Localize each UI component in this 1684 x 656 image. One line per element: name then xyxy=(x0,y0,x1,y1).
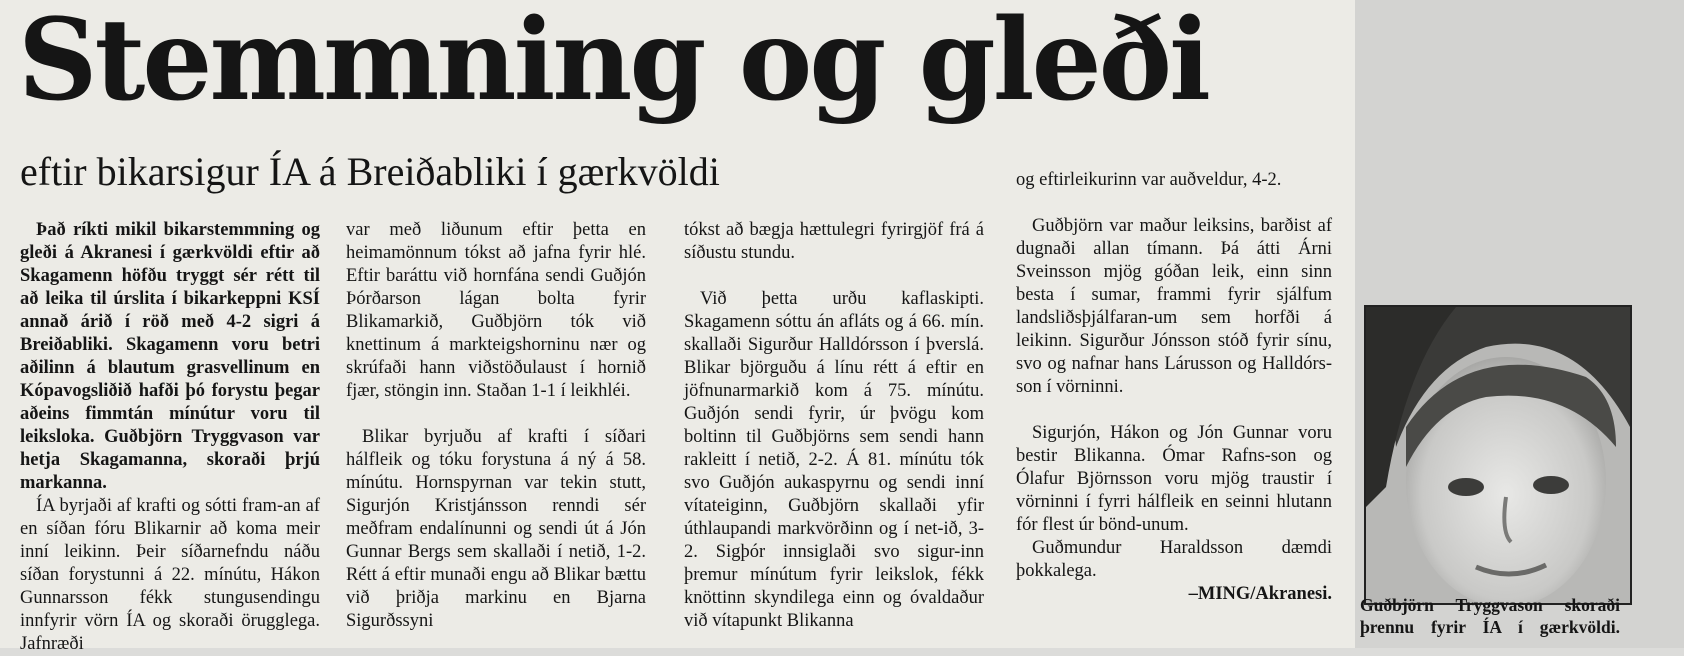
body-paragraph: tókst að bægja hættulegri fyrirgjöf frá á síðustu stundu. xyxy=(684,220,984,263)
lead-paragraph: Það ríkti mikil bikarstemmning og gleði á Akranesi í gærkvöldi eftir að Skagamenn höfðu tryggt sér rétt til að leika til úrslita í bikarkeppni KSÍ annað árið í röð með 4-2 sigri á Breiðabliki. Skagamenn voru betri aðilinn á blautum grasvellinum en Kópavogsliðið hafði þó forystu þegar aðeins fimmtán mínútur voru til leiksloka. Guðbjörn Tryggvason var hetja Skagamanna, skoraði þrjú markanna. xyxy=(20,220,320,493)
headline: Stemmning og gleði xyxy=(18,0,1208,126)
byline-signature: –MING/Akranesi. xyxy=(1188,584,1332,604)
body-paragraph: ÍA byrjaði af krafti og sótti fram-an af en síðan fóru Blikarnir að koma meir inní leikinn. Þeir síðarnefndu náðu síðan forystunni á 22. mínútu, Hákon Gunnarsson fékk stungusendingu innfyrir vörn ÍA og skoraði örugglega. Jafnræði xyxy=(20,496,320,654)
article-column-4 xyxy=(1016,169,1332,606)
player-portrait-image xyxy=(1366,307,1630,603)
article-column-1 xyxy=(20,219,320,656)
body-paragraph: Guðbjörn var maður leiksins, barðist af dugnaði allan tímann. Þá átti Árni Sveinsson mjög góðan leik, einn sinn besta í sumar, frammi fyrir sjálfum landsliðsþjálfaran-um sem horfði á leikinn. Sigurður Jónsson stóð fyrir sínu, svo og nafnar hans Lárusson og Halldórs-son í vörninni. xyxy=(1016,216,1332,397)
body-paragraph: Blikar byrjuðu af krafti í síðari hálfleik og tóku forystuna á ný á 58. mínútu. Hornspyrnan var tekin stutt, Sigurjón Kristjánsson renndi sér meðfram endalínunni og sendi út á Jón Gunnar Bergs sem skallaði í netið, 1-2. Rétt á eftir munaði engu að Blikar bættu við þriðja markinu en Bjarna Sigurðssyni xyxy=(346,427,646,631)
body-paragraph: og eftirleikurinn var auðveldur, 4-2. xyxy=(1016,170,1282,190)
body-paragraph: Við þetta urðu kaflaskipti. Skagamenn sóttu án afláts og á 66. mín. skallaði Sigurður Halldórsson í þverslá. Blikar björguðu á línu rétt á eftir en jöfnunarmarkið kom á 75. mínútu. Guðjón sendi fyrir, úr þvögu kom boltinn til Guðbjörns sem sendi hann rakleitt í netið, 2-2. Á 81. mínútu tók svo Guðjón aukaspyrnu og sendi inní vítateiginn, Guðbjörn skallaði yfir úthlaupandi markvörðinn og í net-ið, 3-2. Sigþór innsiglaði svo sigur-inn þremur mínútum fyrir leikslok, fékk knöttinn skyndilega einn og óvaldaður við vítapunkt Blikanna xyxy=(684,289,984,631)
player-photo xyxy=(1364,305,1632,605)
body-paragraph: Guðmundur Haraldsson dæmdi þokkalega. xyxy=(1016,538,1332,581)
photo-caption: Guðbjörn Tryggvason skoraði þrennu fyrir ÍA í gærkvöldi. xyxy=(1360,595,1620,637)
article-column-3 xyxy=(684,219,984,633)
body-paragraph: var með liðunum eftir þetta en heimamönnum tókst að jafna fyrir hlé. Eftir baráttu við hornfána sendi Guðjón Þórðarson lágan bolta fyrir Blikamarkið, Guðbjörn tók við knettinum á markteigshorninu nær og skrúfaði hann viðstöðulaust í hornið fjær, stöngin inn. Staðan 1-1 í leikhléi. xyxy=(346,220,646,401)
body-paragraph: Sigurjón, Hákon og Jón Gunnar voru bestir Blikanna. Ómar Rafns-son og Ólafur Björnsson voru mjög traustir í vörninni í fyrri hálfleik en seinni hlutann fór flest úr bönd-unum. xyxy=(1016,423,1332,535)
subheadline: eftir bikarsigur ÍA á Breiðabliki í gærkvöldi xyxy=(20,149,720,194)
article-column-2 xyxy=(346,219,646,633)
